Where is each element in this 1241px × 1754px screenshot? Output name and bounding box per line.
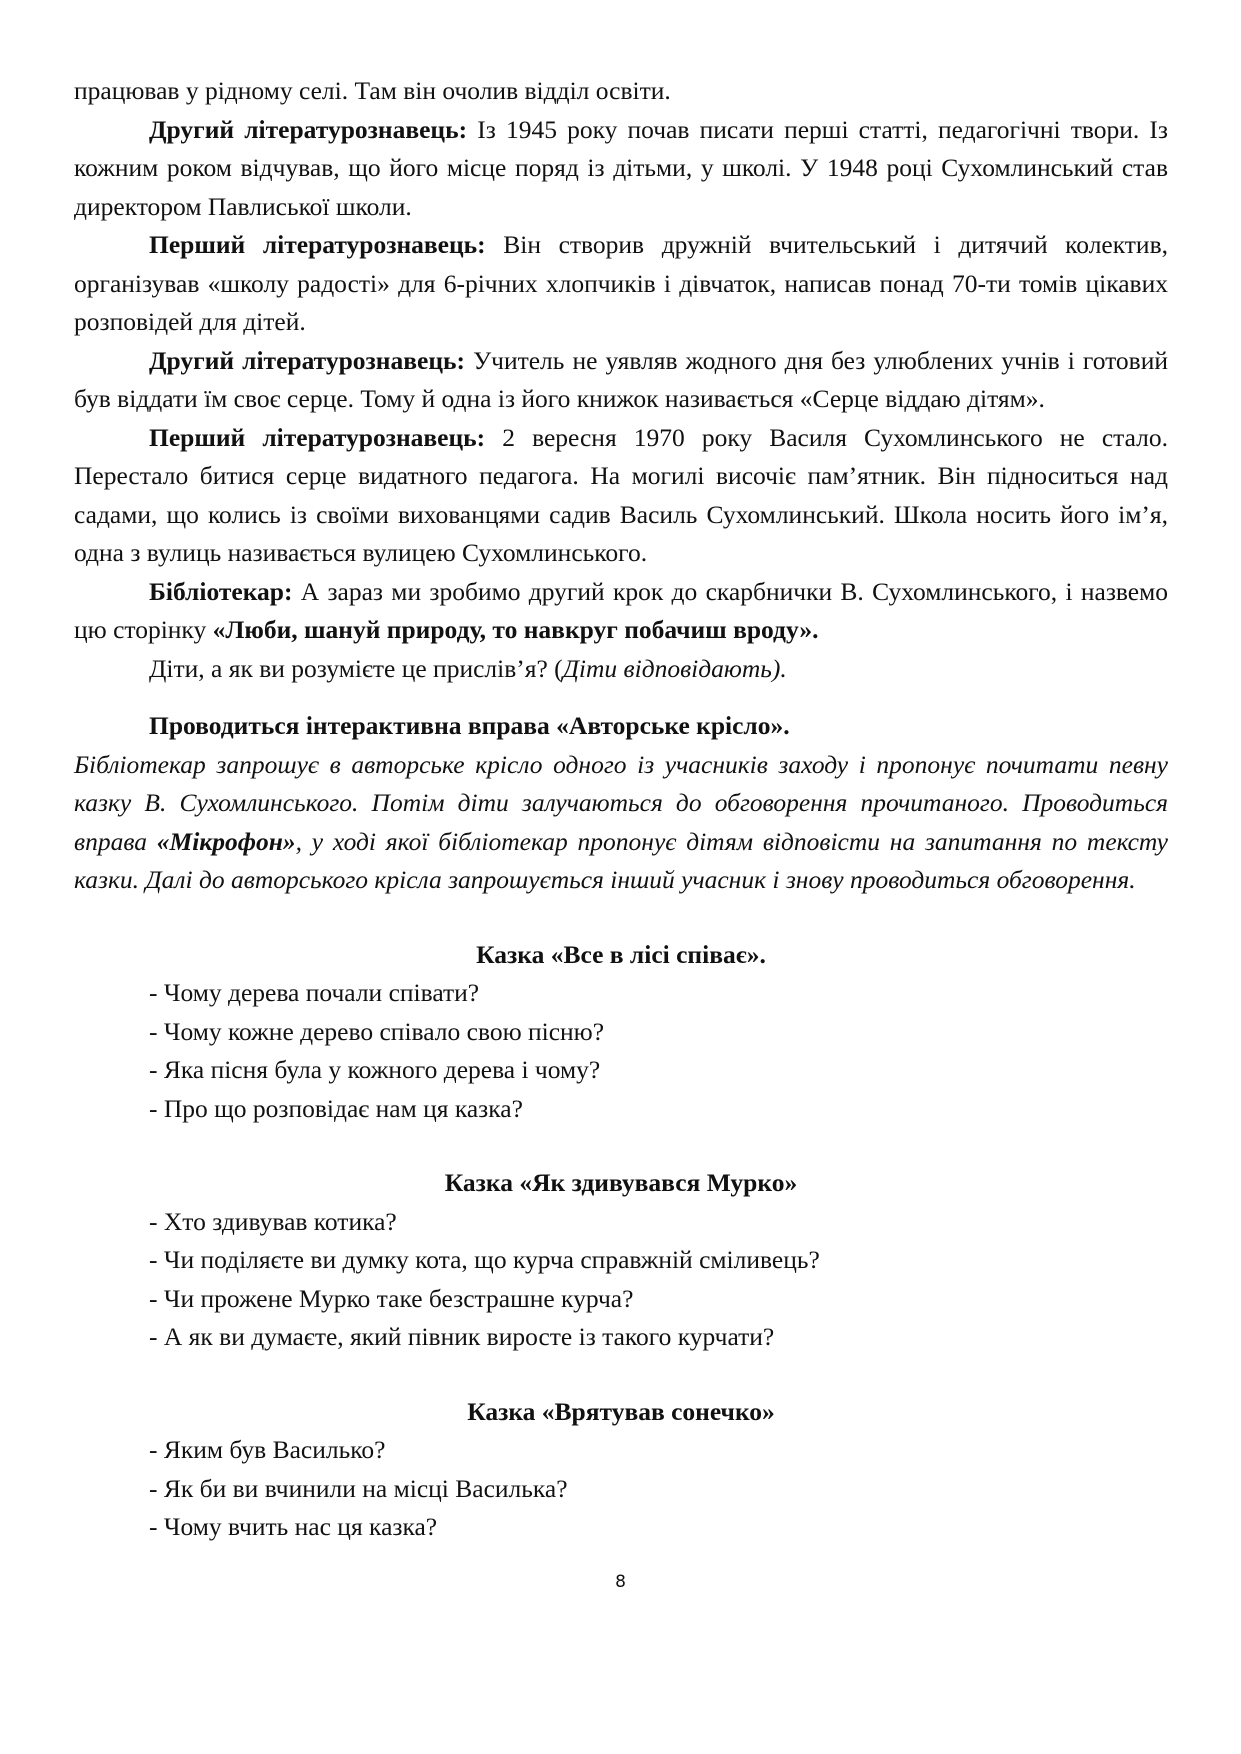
paragraph-text: 2 вересня 1970 року Василя Сухомлинського не стало. Перестало битися серце видатного педагога. На могилі височіє пам’ятник. Він підноситься над садами, що колись із своїми вихованцями садив Василь Сухомлинський. Школа носить його ім’я, одна з вулиць називається вулицею Сухомлинського. [74, 422, 1168, 567]
tale-question: - Чому дерева почали співати? [149, 978, 480, 1007]
tale-title: Казка «Врятував сонечко» [467, 1396, 775, 1426]
exercise-desc-text: , у ході якої бібліотекар пропонує дітям відповісти на запитання по тексту казки. Далі до авторського крісла запрошується інший учасник і знову проводиться обговорення. [74, 826, 1169, 894]
paragraph-text: Учитель не уявляв жодного дня без улюблених учнів і готовий був віддати їм своє серце. Тому й одна із його книжок називається «Серце віддаю дітям». [74, 345, 1168, 413]
exercise-heading: Проводиться інтерактивна вправа «Авторське крісло». [149, 711, 790, 740]
paragraph-2 [74, 226, 1168, 342]
paragraph-text: працював у рідному селі. Там він очолив відділ освіти. [74, 76, 671, 105]
paragraph-5 [74, 573, 1168, 650]
tale-title: Казка «Як здивувався Мурко» [444, 1168, 798, 1197]
exercise-description [74, 746, 1168, 900]
tale-title: Казка «Все в лісі співає». [476, 939, 766, 969]
tale-question: - Яким був Василько? [149, 1435, 386, 1464]
paragraph-text: Діти, а як ви розумієте це прислів’я? ( [149, 653, 563, 683]
paragraph-text: Із 1945 року почав писати перші статті, педагогічні твори. Із кожним роком відчував, що його місце поряд із дітьми, у школі. У 1948 році Сухомлинський став директором Павлиської школи. [74, 114, 1168, 221]
stage-direction: Діти відповідають). [562, 653, 787, 683]
paragraph-text: А зараз ми зробимо другий крок до скарбнички В. Сухомлинського, і назвемо цю сторінку [74, 576, 1168, 644]
tale-question: - Чи поділяєте ви думку кота, що курча справжній сміливець? [149, 1245, 820, 1274]
tale-section-1 [74, 1164, 1168, 1357]
speaker-label: Другий літературознавець: [149, 114, 468, 144]
paragraph-6 [74, 650, 1168, 689]
document-page [74, 72, 1168, 1547]
speaker-label: Перший літературознавець: [149, 230, 486, 259]
speaker-label: Перший літературознавець: [149, 422, 486, 452]
paragraph-0 [74, 72, 1168, 111]
speaker-label: Бібліотекар: [149, 576, 293, 606]
exercise-desc-text: Бібліотекар запрошує в авторське крісло одного із учасників заходу і пропонує почитати певну казку В. Сухомлинського. Потім діти залучаються до обговорення прочитаного. Проводиться вправа [74, 749, 1168, 856]
tale-question: - Як би ви вчинили на місці Василька? [149, 1473, 568, 1503]
tale-question: - А як ви думаєте, який півник виросте із такого курчати? [149, 1322, 775, 1351]
speaker-label: Другий літературознавець: [149, 345, 465, 375]
exercise-microphone-label: «Мікрофон» [156, 826, 296, 856]
tale-question: - Яка пісня була у кожного дерева і чому? [149, 1055, 601, 1084]
page-number: 8 [615, 1572, 626, 1592]
paragraph-text: Він створив дружній вчительський і дитячий колектив, організував «школу радості» для 6-річних хлопчиків і дівчаток, написав понад 70-ти томів цікавих розповідей для дітей. [74, 230, 1168, 336]
page-title-quote: «Люби, шануй природу, то навкруг побачиш вроду». [212, 615, 819, 644]
tale-question: - Чому кожне дерево співало свою пісню? [149, 1016, 605, 1046]
tale-question: - Хто здивував котика? [149, 1206, 397, 1236]
tale-section-0 [74, 936, 1168, 1129]
tale-section-2 [74, 1393, 1168, 1547]
tale-question: - Чому вчить нас ця казка? [149, 1512, 438, 1541]
tale-question: - Чи прожене Мурко таке безстрашне курча? [149, 1283, 634, 1313]
paragraph-1 [74, 111, 1168, 227]
paragraph-3 [74, 342, 1168, 419]
paragraph-4 [74, 419, 1168, 573]
tale-question: - Про що розповідає нам ця казка? [149, 1093, 523, 1123]
